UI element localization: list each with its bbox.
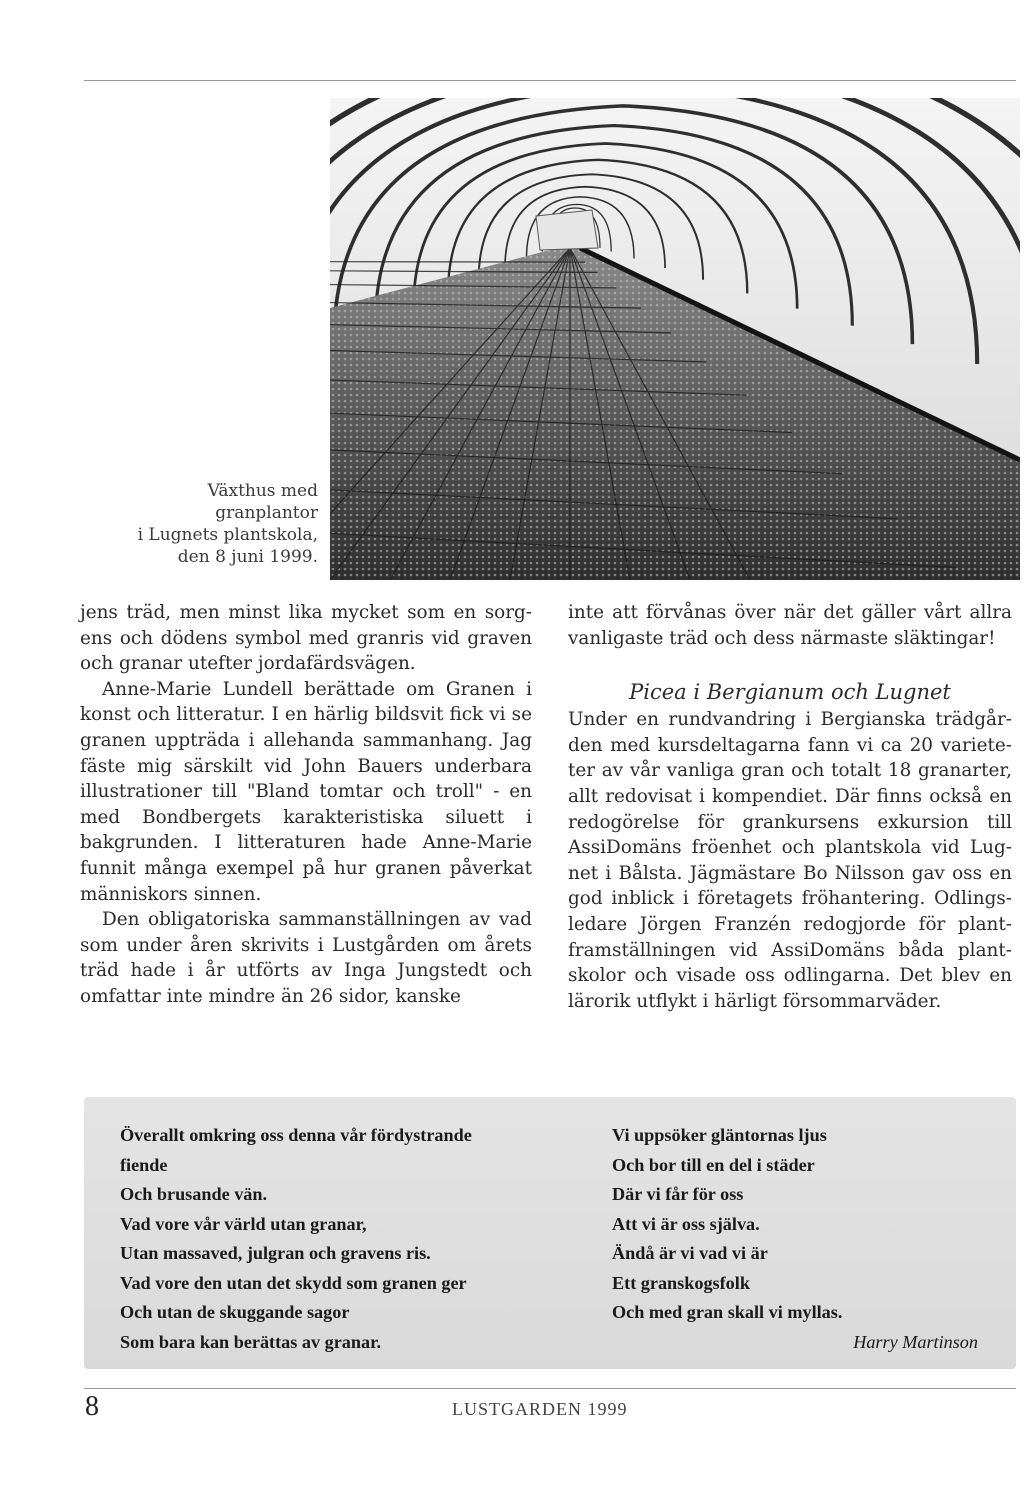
poem-stanza-right [612, 1121, 978, 1357]
caption-line: granplantor [215, 503, 318, 523]
right-column [568, 600, 1012, 1014]
section-heading: Picea i Bergianum och Lugnet [629, 680, 951, 705]
caption-line: den 8 juni 1999. [177, 547, 318, 567]
photo-caption [100, 480, 318, 568]
poem-line: fiende [120, 1154, 168, 1175]
paragraph: Den obligatoriska sammanställningen av vad som under åren skrivits i Lustgården om årets träd hade i år utförts av Inga Jungstedt och omfattar inte mindre än 26 sidor, kanske [80, 909, 532, 1007]
caption-line: Växthus med [207, 481, 318, 501]
poem-line: Vi uppsöker gläntornas ljus [612, 1125, 827, 1145]
poem-line: Som bara kan berättas av granar. [120, 1331, 382, 1352]
poem-line: Att vi är oss själva. [612, 1213, 760, 1234]
poem-stanza-left [120, 1121, 472, 1357]
paragraph: inte att förvånas över när det gäller vårt allra vanligaste träd och dess närmaste släktingar! [568, 602, 1012, 649]
left-column [80, 600, 532, 1010]
paragraph: Anne-Marie Lundell berättade om Granen i konst och litteratur. I en härlig bildsvit fick vi se granen uppträda i allehanda sammanhang. Jag fäste mig särskilt vid John Bauers underbara illustrationer till "Bland tomtar och troll" - en med Bondbergets karakteristiska siluett i bakgrunden. I litteraturen hade Anne-Marie funnit många exempel på hur granen påverkat människors sinnen. [80, 678, 532, 905]
greenhouse-photo [330, 98, 1020, 580]
poem-line: Ett granskogsfolk [612, 1272, 750, 1293]
poem-line: Vad vore vår värld utan granar, [120, 1213, 367, 1234]
poem-line: Utan massaved, julgran och gravens ris. [120, 1243, 431, 1263]
poem-line: Och brusande vän. [120, 1184, 268, 1204]
footer-rule [84, 1388, 1016, 1389]
poem-line: Och med gran skall vi myllas. [612, 1302, 843, 1322]
poem-author: Harry Martinson [853, 1331, 978, 1352]
caption-line: i Lugnets plantskola, [137, 525, 318, 545]
top-rule [84, 80, 1016, 81]
poem-line: Och utan de skuggande sagor [120, 1302, 350, 1322]
poem-line: Och bor till en del i städer [612, 1154, 815, 1175]
paragraph: jens träd, men minst lika mycket som en sorgens och dödens symbol med granris vid graven och granar utefter jordafärdsvägen. [80, 602, 532, 675]
poem-line: Vad vore den utan det skydd som granen ger [120, 1272, 467, 1293]
poem-line: Överallt omkring oss denna vår fördystrande [120, 1125, 472, 1145]
page-number: 8 [85, 1391, 99, 1422]
publication-title: LUSTGARDEN 1999 [452, 1399, 628, 1419]
poem-line: Där vi får för oss [612, 1184, 744, 1204]
poem-line: Ändå är vi vad vi är [612, 1243, 768, 1263]
paragraph: Under en rundvandring i Bergianska trädgården med kursdeltagarna fann vi ca 20 varieteter av vår vanliga gran och totalt 18 granarter, allt redovisat i kompendiet. Där finns också en redogörelse för grankursens exkursion till AssiDomäns fröenhet och plantskola vid Lugnet i Bålsta. Jägmästare Bo Nilsson gav oss en god inblick i företagets fröhantering. Odlingsledare Jörgen Franzén redogjorde för plantframställningen vid AssiDomäns båda plantskolor och visade oss odlingarna. Det blev en lärorik utflykt i härligt försommarväder. [568, 709, 1012, 1012]
